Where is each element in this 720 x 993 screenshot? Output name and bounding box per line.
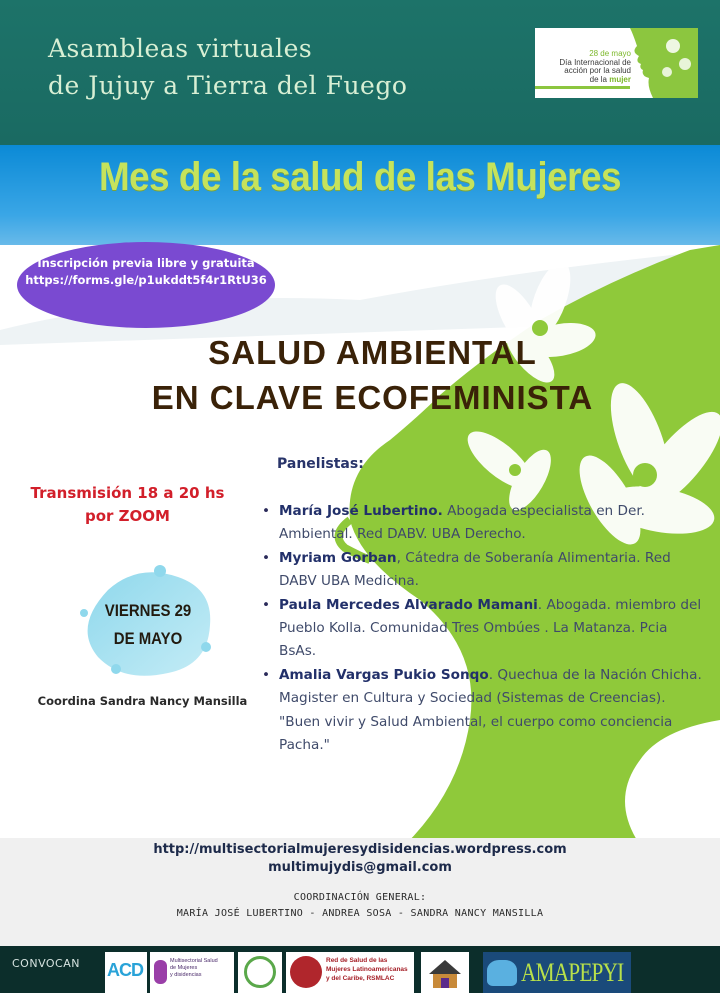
badge-line4b: mujer <box>609 74 631 84</box>
panelist-item <box>262 664 702 758</box>
panelist-name: Amalia Vargas Pukio Sonqo <box>279 666 489 683</box>
logo-multisectorial <box>150 952 234 993</box>
logo-rsmlac-line3: y del Caribe, RSMLAC <box>326 975 395 982</box>
registration-pill[interactable] <box>17 242 275 328</box>
logo-amapepyi-text: AMAPEPYI <box>521 958 624 987</box>
panelist-desc: Abogada especialista en Der. Ambiental. Red DABV. UBA Derecho. <box>279 503 645 543</box>
logo-acd <box>105 952 147 993</box>
general-coordination-names: MARÍA JOSÉ LUBERTINO - ANDREA SOSA - SANDRA NANCY MANSILLA <box>176 908 544 919</box>
logo-amapepyi <box>483 952 631 993</box>
panelist-desc: . Abogada. miembro del Pueblo Kolla. Comunidad Tres Ombúes . La Matanza. Pcia BsAs. <box>279 596 702 660</box>
event-title-line2: EN CLAVE ECOFEMINISTA <box>151 379 594 416</box>
panelist-desc: . Quechua de la Nación Chicha. Magister en Cultura y Sociedad (Sistemas de Creencias). "Buen vivir y Salud Ambiental, el cuerpo como conciencia Pacha." <box>279 666 702 754</box>
logo-acd-text: ACD <box>107 960 143 980</box>
panelists-list <box>262 500 702 757</box>
email-link[interactable]: multimujydis@gmail.com <box>268 860 452 875</box>
logo-rsmlac <box>286 952 414 993</box>
rsmlac-mark-icon <box>290 956 322 988</box>
panelist-item <box>262 547 702 594</box>
panelist-item <box>262 500 702 547</box>
green-circle-icon <box>244 956 276 988</box>
panelist-item <box>262 594 702 664</box>
badge-line4a: de la <box>589 74 610 84</box>
logo-multisectorial-line2: de Mujeres <box>170 965 198 971</box>
badge-line2: Día Internacional de <box>559 57 631 67</box>
panelist-desc: , Cátedra de Soberanía Alimentaria. Red DABV UBA Medicina. <box>279 549 671 590</box>
logo-multisectorial-line1: Multisectorial Salud <box>170 958 218 964</box>
logo-circle-green <box>238 952 282 993</box>
event-title <box>100 330 645 420</box>
panelists-heading: Panelistas: <box>277 456 364 472</box>
general-coordination-heading: COORDINACIÓN GENERAL: <box>293 892 427 903</box>
header-title-line1: Asambleas virtuales <box>48 34 313 63</box>
bullet-icon: • <box>262 666 271 683</box>
logo-rsmlac-line2: Mujeres Latinoamericanas <box>326 966 408 973</box>
event-date-line2: DE MAYO <box>113 629 183 648</box>
registration-link[interactable]: https://forms.gle/p1ukddt5f4r1RtU36 <box>25 273 267 287</box>
month-banner-title: Mes de la salud de las Mujeres <box>98 155 622 199</box>
multisectorial-mark-icon <box>154 960 167 984</box>
event-title-line1: SALUD AMBIENTAL <box>208 334 537 371</box>
convocan-label: CONVOCAN <box>12 957 80 970</box>
registration-label: Inscripción previa libre y gratuita <box>37 256 255 270</box>
broadcast-platform: por ZOOM <box>85 507 170 525</box>
house-icon <box>421 952 469 993</box>
broadcast-time: Transmisión 18 a 20 hs <box>30 484 225 502</box>
logo-multisectorial-line3: y disidencias <box>170 972 202 978</box>
panelist-name: María José Lubertino. <box>279 503 443 519</box>
panelist-name: Paula Mercedes Alvarado Mamani <box>279 596 538 613</box>
panelist-name: Myriam Gorban <box>279 549 397 566</box>
bullet-icon: • <box>262 503 271 519</box>
event-date <box>86 597 209 653</box>
badge-line3: acción por la salud <box>564 66 631 75</box>
butterfly-icon <box>487 960 517 986</box>
bullet-icon: • <box>262 549 271 566</box>
logo-rsmlac-line1: Red de Salud de las <box>326 957 388 964</box>
website-link[interactable]: http://multisectorialmujeresydisidencias.wordpress.com <box>153 842 567 857</box>
broadcast-info <box>20 482 235 528</box>
bullet-icon: • <box>262 596 271 613</box>
logo-house <box>421 952 469 993</box>
header-title-line2: de Jujuy a Tierra del Fuego <box>48 71 408 100</box>
event-date-line1: VIERNES 29 <box>104 601 192 620</box>
badge-line1: 28 de mayo <box>589 49 631 58</box>
moderator: Coordina Sandra Nancy Mansilla <box>37 694 248 708</box>
